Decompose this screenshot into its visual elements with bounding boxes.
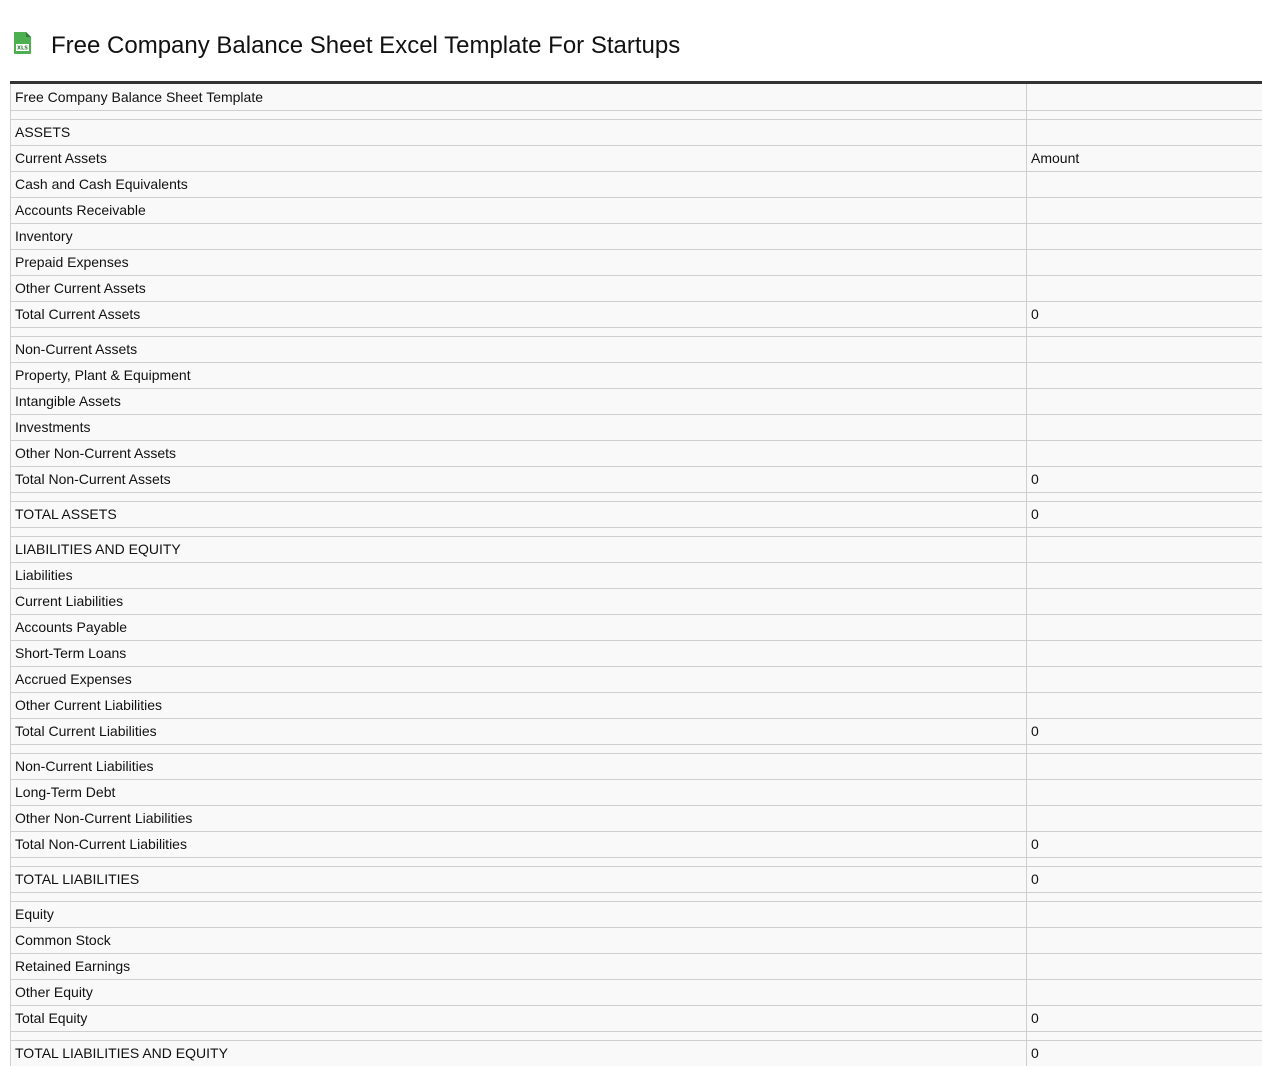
table-row [11,718,1262,744]
amount-cell [1027,84,1262,110]
amount-cell [1027,275,1262,301]
label-cell: Total Current Assets [11,301,1027,327]
amount-cell [1027,440,1262,466]
amount-cell [1027,536,1262,562]
label-cell: Long-Term Debt [11,779,1027,805]
label-cell: Free Company Balance Sheet Template [11,84,1027,110]
amount-cell [1027,805,1262,831]
amount-cell [1027,779,1262,805]
table-row [11,501,1262,527]
xls-file-icon [13,32,32,54]
label-cell: Other Equity [11,979,1027,1005]
label-cell: Accrued Expenses [11,666,1027,692]
amount-cell [1027,119,1262,145]
table-row [11,831,1262,857]
table-row [11,536,1262,562]
table-row [11,1040,1262,1066]
table-row [11,640,1262,666]
spacer-cell [1027,327,1262,336]
label-cell: Total Equity [11,1005,1027,1031]
spacer-cell [1027,857,1262,866]
label-cell: Other Non-Current Liabilities [11,805,1027,831]
label-cell: TOTAL ASSETS [11,501,1027,527]
label-cell: Accounts Payable [11,614,1027,640]
label-cell: Cash and Cash Equivalents [11,171,1027,197]
amount-cell: 0 [1027,866,1262,892]
amount-cell: 0 [1027,1005,1262,1031]
spacer-cell [11,327,1027,336]
table-row [11,692,1262,718]
spacer-row [11,857,1262,866]
table-row [11,336,1262,362]
spacer-cell [1027,892,1262,901]
table-row [11,1005,1262,1031]
table-row [11,901,1262,927]
label-cell: Intangible Assets [11,388,1027,414]
page-header [0,0,1262,81]
amount-cell [1027,614,1262,640]
label-cell: Other Current Assets [11,275,1027,301]
label-cell: ASSETS [11,119,1027,145]
amount-cell [1027,171,1262,197]
label-cell: Prepaid Expenses [11,249,1027,275]
table-row [11,362,1262,388]
table-row [11,301,1262,327]
label-cell: Equity [11,901,1027,927]
table-row [11,171,1262,197]
page-title: Free Company Balance Sheet Excel Template For Startups [51,32,681,59]
table-row [11,414,1262,440]
table-row [11,614,1262,640]
spacer-cell [11,1031,1027,1040]
label-cell: TOTAL LIABILITIES [11,866,1027,892]
spacer-cell [11,110,1027,119]
table-row [11,979,1262,1005]
spacer-cell [11,857,1027,866]
label-cell: Non-Current Liabilities [11,753,1027,779]
spacer-cell [1027,492,1262,501]
spacer-cell [11,892,1027,901]
amount-cell [1027,197,1262,223]
amount-cell [1027,562,1262,588]
label-cell: Accounts Receivable [11,197,1027,223]
label-cell: Common Stock [11,927,1027,953]
amount-cell [1027,414,1262,440]
amount-cell [1027,336,1262,362]
amount-cell [1027,666,1262,692]
amount-cell [1027,388,1262,414]
label-cell: Total Non-Current Liabilities [11,831,1027,857]
spacer-cell [11,527,1027,536]
spacer-cell [1027,110,1262,119]
table-row [11,84,1262,110]
spacer-cell [11,744,1027,753]
table-row [11,197,1262,223]
table-row [11,145,1262,171]
label-cell: Other Non-Current Assets [11,440,1027,466]
table-row [11,562,1262,588]
label-cell: TOTAL LIABILITIES AND EQUITY [11,1040,1027,1066]
spacer-row [11,110,1262,119]
table-row [11,249,1262,275]
label-cell: Inventory [11,223,1027,249]
spacer-cell [1027,744,1262,753]
label-cell: Total Current Liabilities [11,718,1027,744]
table-row [11,388,1262,414]
amount-cell: Amount [1027,145,1262,171]
table-row [11,588,1262,614]
amount-cell [1027,223,1262,249]
amount-cell: 0 [1027,718,1262,744]
table-row [11,119,1262,145]
spacer-row [11,327,1262,336]
amount-cell [1027,927,1262,953]
label-cell: Short-Term Loans [11,640,1027,666]
table-row [11,866,1262,892]
table-row [11,275,1262,301]
sheet-body [11,84,1262,1066]
amount-cell [1027,753,1262,779]
label-cell: Property, Plant & Equipment [11,362,1027,388]
label-cell: Investments [11,414,1027,440]
spacer-cell [1027,527,1262,536]
amount-cell: 0 [1027,301,1262,327]
table-row [11,440,1262,466]
amount-cell [1027,588,1262,614]
label-cell: Total Non-Current Assets [11,466,1027,492]
table-row [11,927,1262,953]
label-cell: Current Liabilities [11,588,1027,614]
spacer-cell [11,492,1027,501]
spacer-row [11,492,1262,501]
spacer-row [11,744,1262,753]
amount-cell: 0 [1027,1040,1262,1066]
spacer-cell [1027,1031,1262,1040]
amount-cell [1027,901,1262,927]
table-row [11,666,1262,692]
label-cell: Non-Current Assets [11,336,1027,362]
amount-cell [1027,979,1262,1005]
label-cell: Retained Earnings [11,953,1027,979]
amount-cell [1027,953,1262,979]
table-row [11,753,1262,779]
amount-cell [1027,362,1262,388]
amount-cell: 0 [1027,501,1262,527]
amount-cell [1027,249,1262,275]
amount-cell: 0 [1027,466,1262,492]
label-cell: LIABILITIES AND EQUITY [11,536,1027,562]
table-row [11,805,1262,831]
svg-text:XLS: XLS [16,45,29,52]
spacer-row [11,1031,1262,1040]
amount-cell [1027,692,1262,718]
label-cell: Current Assets [11,145,1027,171]
table-row [11,953,1262,979]
spacer-row [11,892,1262,901]
amount-cell [1027,640,1262,666]
table-row [11,223,1262,249]
table-row [11,466,1262,492]
amount-cell: 0 [1027,831,1262,857]
label-cell: Other Current Liabilities [11,692,1027,718]
balance-sheet-table [10,81,1262,1066]
table-row [11,779,1262,805]
spacer-row [11,527,1262,536]
label-cell: Liabilities [11,562,1027,588]
